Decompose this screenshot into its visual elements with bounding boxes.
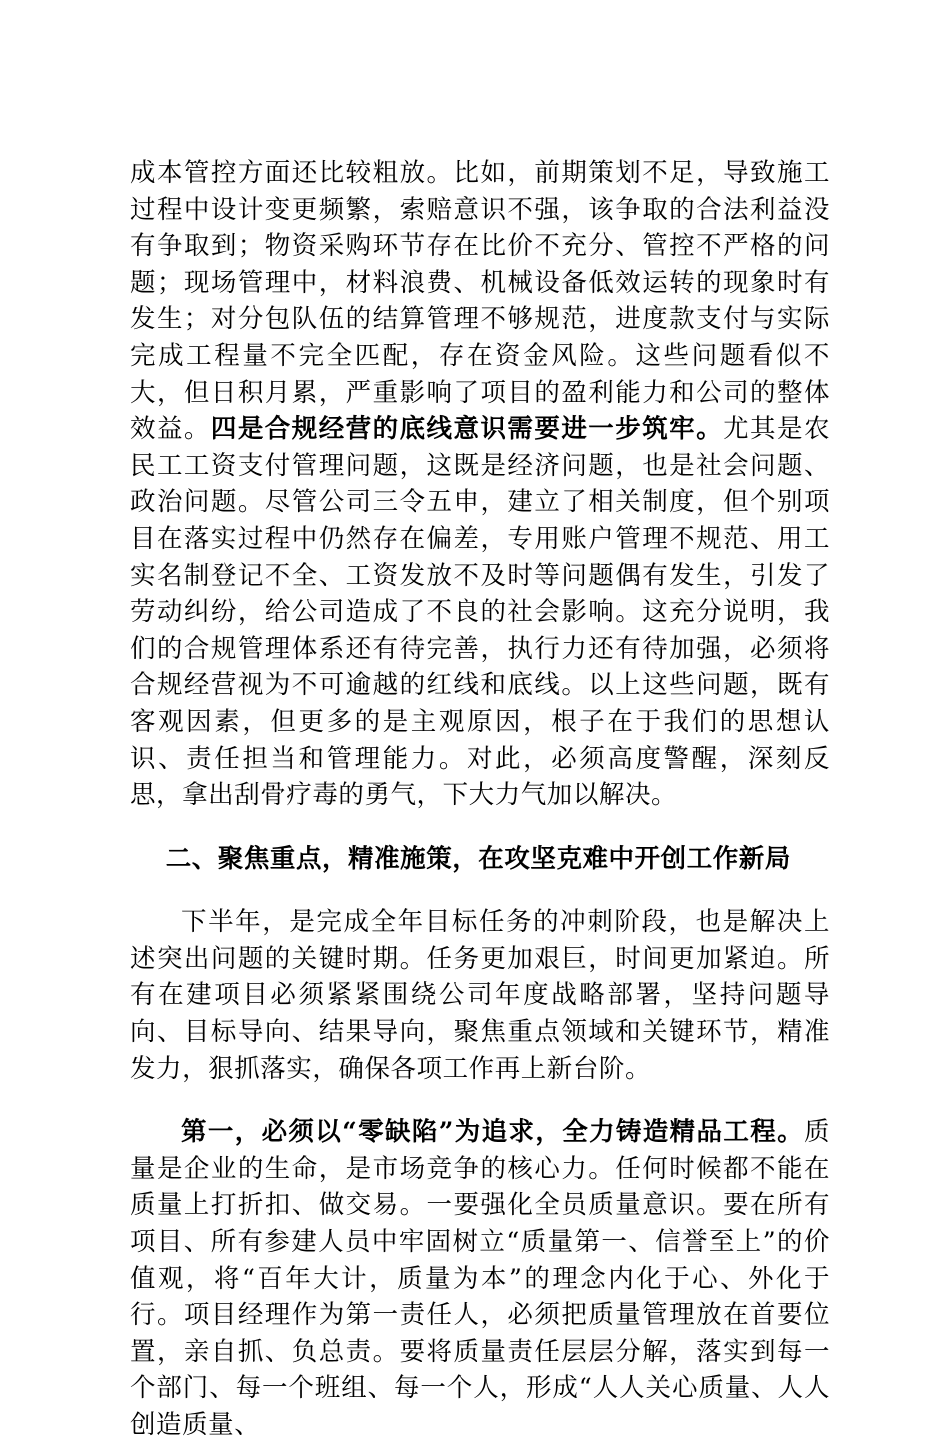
paragraph-text: 成本管控方面还比较粗放。比如，前期策划不足，导致施工过程中设计变更频繁，索赔意识不强，该争取的合法利益没有争取到；物资采购环节存在比价不充分、管控不严格的问题；现场管理中，材料浪费、机械设备低效运转的现象时有发生；对分包队伍的结算管理不够规范，进度款支付与实际完成工程量不完全匹配，存在资金风险。这些问题看似不大，但日积月累，严重影响了项目的盈利能力和公司的整体效益。 (130, 158, 830, 445)
paragraph-cost-control (130, 155, 830, 814)
paragraph-text: 尤其是农民工工资支付管理问题，这既是经济问题，也是社会问题、政治问题。尽管公司三令五申，建立了相关制度，但个别项目在落实过程中仍然存在偏差，专用账户管理不规范、用工实名制登记不全、工资发放不及时等问题偶有发生，引发了劳动纠纷，给公司造成了不良的社会影响。这充分说明，我们的合规管理体系还有待完善，执行力还有待加强，必须将合规经营视为不可逾越的红线和底线。以上这些问题，既有客观因素，但更多的是主观原因，根子在于我们的思想认识、责任担当和管理能力。对此，必须高度警醒，深刻反思，拿出刮骨疗毒的勇气，下大力气加以解决。 (130, 414, 831, 811)
bold-point-quality: 第一，必须以“零缺陷”为追求，全力铸造精品工程。 (181, 1117, 804, 1148)
paragraph-second-half-year: 下半年，是完成全年目标任务的冲刺阶段，也是解决上述突出问题的关键时期。任务更加艰巨，时间更加紧迫。所有在建项目必须紧紧围绕公司年度战略部署，坚持问题导向、目标导向、结果导向，聚焦重点领域和关键环节，精准发力，狠抓落实，确保各项工作再上新台阶。 (130, 907, 830, 1084)
bold-point-compliance: 四是合规经营的底线意识需要进一步筑牢。 (210, 414, 724, 445)
paragraph-quality (130, 1114, 830, 1443)
document-page (130, 155, 830, 1444)
paragraph-text: 质量是企业的生命，是市场竞争的核心力。任何时候都不能在质量上打折扣、做交易。一要强化全员质量意识。要在所有项目、所有参建人员中牢固树立“质量第一、信誉至上”的价值观，将“百年大计，质量为本”的理念内化于心、外化于行。项目经理作为第一责任人，必须把质量管理放在首要位置，亲自抓、负总责。要将质量责任层层分解，落实到每一个部门、每一个班组、每一个人，形成“人人关心质量、人人创造质量、 (130, 1117, 830, 1440)
section-heading-2: 二、聚焦重点，精准施策，在攻坚克难中开创工作新局 (165, 843, 791, 874)
